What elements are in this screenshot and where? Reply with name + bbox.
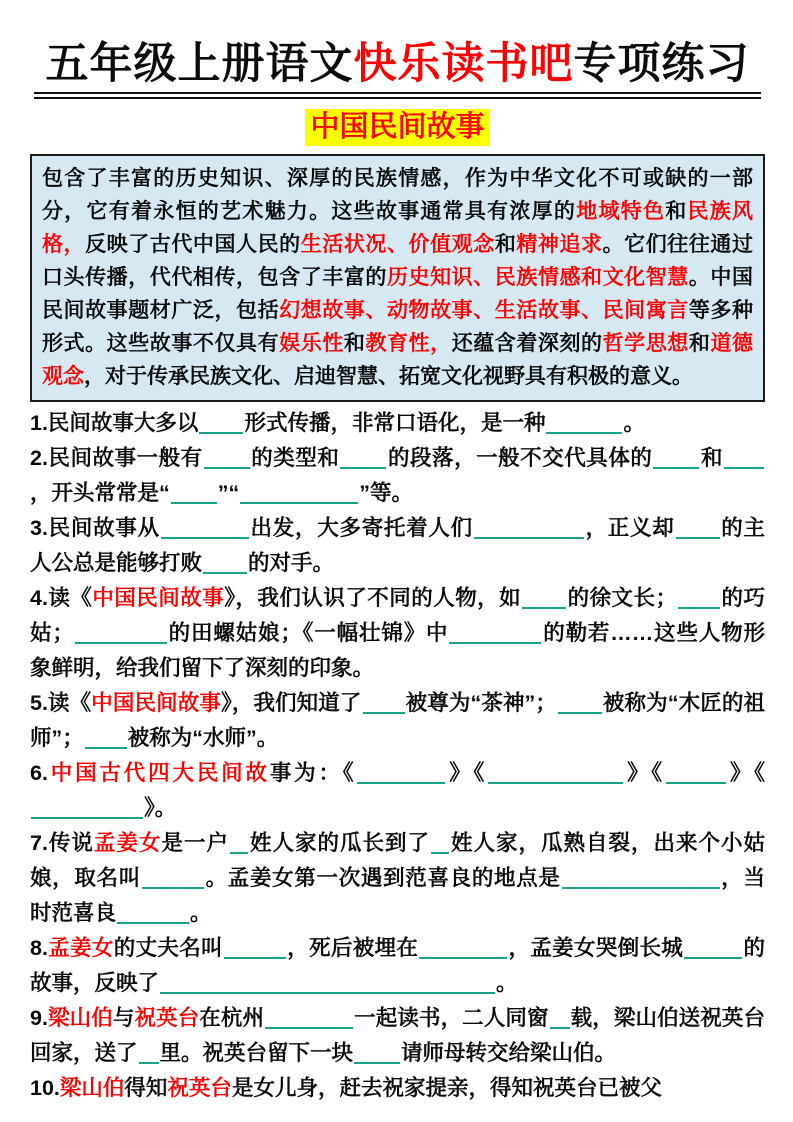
question bbox=[30, 826, 765, 931]
text-run-red: 哲学思想 bbox=[602, 332, 689, 356]
text-run: 4.读《 bbox=[30, 586, 93, 611]
text-run: 出发，大多寄托着人们 bbox=[249, 516, 473, 541]
text-run: ，开头常常是“ bbox=[30, 481, 170, 506]
text-run-red: 历史知识、民族情感和文化智慧 bbox=[387, 266, 689, 290]
blank-line bbox=[139, 1058, 159, 1064]
blank-line bbox=[265, 1023, 353, 1029]
text-run-red: 教育性， bbox=[365, 332, 452, 356]
text-run: 的主人公总是能够打败 bbox=[30, 516, 765, 576]
title-segment-black-1: 五年级上册语文 bbox=[45, 41, 354, 88]
text-run: 2.民间故事一般有 bbox=[30, 446, 203, 471]
blank-line bbox=[684, 953, 742, 959]
title-segment-red: 快乐读书吧 bbox=[353, 41, 574, 88]
text-run: 》《 bbox=[624, 761, 666, 786]
text-run: 》，我们知道了 bbox=[220, 691, 362, 716]
text-run: 里。祝英台留下一块 bbox=[159, 1041, 354, 1066]
text-run: 。孟姜女第一次遇到范喜良的地点是 bbox=[204, 866, 561, 891]
text-run: 的田螺姑娘；《一幅壮锦》中 bbox=[167, 621, 449, 646]
blank-line bbox=[431, 848, 449, 854]
text-run: 是一户 bbox=[161, 831, 229, 856]
question bbox=[30, 441, 765, 511]
blank-line bbox=[85, 743, 127, 749]
text-run-red: 祝英台 bbox=[134, 1006, 200, 1031]
question bbox=[30, 511, 765, 581]
text-run: 和 bbox=[665, 200, 688, 224]
text-run: 被尊为“茶神”； bbox=[405, 691, 557, 716]
text-run: 7.传说 bbox=[30, 831, 94, 856]
blank-line bbox=[354, 1058, 400, 1064]
text-run: 的故事，反映了 bbox=[30, 936, 765, 996]
title-segment-black-2: 专项练习 bbox=[573, 41, 750, 88]
text-run: 的丈夫名叫 bbox=[113, 936, 223, 961]
text-run-red: 民族风格， bbox=[42, 200, 754, 257]
question bbox=[30, 756, 765, 826]
text-run: 的段落，一般不交代具体的 bbox=[387, 446, 653, 471]
blank-line bbox=[449, 638, 541, 644]
text-run: 》《 bbox=[727, 761, 765, 786]
blank-line bbox=[142, 883, 204, 889]
text-run: 形式传播，非常口语化，是一种 bbox=[244, 411, 546, 436]
text-run: 和 bbox=[700, 446, 723, 471]
text-run: 得知 bbox=[124, 1076, 168, 1101]
text-run-red: 梁山伯 bbox=[59, 1076, 125, 1101]
text-run: 》，我们认识了不同的人物，如 bbox=[224, 586, 522, 611]
blank-line bbox=[474, 533, 584, 539]
text-run-red: 幻想故事、动物故事、生活故事、民间寓言 bbox=[279, 299, 689, 323]
blank-line bbox=[224, 953, 286, 959]
subtitle-highlight: 中国民间故事 bbox=[305, 109, 489, 146]
text-run-red: 中国古代四大民间故 bbox=[47, 761, 270, 786]
question bbox=[30, 686, 765, 756]
text-run: 反映了古代中国人民的 bbox=[85, 233, 301, 257]
blank-line bbox=[363, 708, 405, 714]
question bbox=[30, 1001, 765, 1071]
blank-line bbox=[31, 813, 143, 819]
text-run: 。 bbox=[623, 411, 645, 436]
text-run: 事为：《 bbox=[269, 761, 357, 786]
question bbox=[30, 581, 765, 686]
question bbox=[30, 406, 765, 441]
blank-line bbox=[117, 918, 189, 924]
text-run-red: 中国民间故事 bbox=[91, 691, 221, 716]
text-run: 的类型和 bbox=[250, 446, 340, 471]
text-run: 与 bbox=[112, 1006, 135, 1031]
text-run: 请师母转交给梁山伯。 bbox=[401, 1041, 617, 1066]
text-run: ，对于传承民族文化、启迪智慧、拓宽文化视野具有积极的意义。 bbox=[84, 365, 693, 389]
questions-list bbox=[30, 406, 765, 1106]
text-run: 的徐文长； bbox=[567, 586, 678, 611]
blank-line bbox=[550, 1023, 570, 1029]
text-run-red: 地域特色 bbox=[576, 200, 666, 224]
text-run-red: 孟姜女 bbox=[47, 936, 114, 961]
text-run: 8. bbox=[30, 936, 48, 961]
text-run: 。中国民间故事题材广泛，包括 bbox=[42, 266, 753, 323]
text-run: 载，梁山伯送祝英台回家，送了 bbox=[30, 1006, 765, 1066]
text-run: 3.民间故事从 bbox=[30, 516, 160, 541]
text-run: 》《 bbox=[446, 761, 488, 786]
text-run-red: 生活状况、价值观念 bbox=[300, 233, 495, 257]
text-run-red: 娱乐性 bbox=[279, 332, 344, 356]
blank-line bbox=[240, 498, 358, 504]
subtitle-row bbox=[30, 109, 765, 146]
text-run: 姓人家，瓜熟自裂，出来个小姑娘，取名叫 bbox=[30, 831, 765, 891]
blank-line bbox=[161, 533, 249, 539]
blank-line bbox=[558, 708, 602, 714]
text-run: 1.民间故事大多以 bbox=[30, 411, 199, 436]
blank-line bbox=[230, 848, 248, 854]
intro-box bbox=[30, 154, 765, 402]
text-run: 在杭州 bbox=[199, 1006, 265, 1031]
text-run: ，当时范喜良 bbox=[30, 866, 765, 926]
text-run-red: 精神追求 bbox=[516, 233, 603, 257]
text-run: 5.读《 bbox=[30, 691, 92, 716]
blank-line bbox=[203, 568, 247, 574]
blank-line bbox=[666, 778, 726, 784]
blank-line bbox=[171, 498, 217, 504]
blank-line bbox=[522, 603, 566, 609]
text-run: 10. bbox=[30, 1076, 60, 1101]
blank-line bbox=[199, 428, 243, 434]
text-run: 。 bbox=[190, 901, 212, 926]
text-run: 一起读书，二人同窗 bbox=[354, 1006, 549, 1031]
text-run: 还蕴含着深刻的 bbox=[451, 332, 603, 356]
text-run: 被称为“水师”。 bbox=[127, 726, 279, 751]
text-run: 和 bbox=[688, 332, 711, 356]
text-run-red: 中国民间故事 bbox=[92, 586, 225, 611]
blank-line bbox=[75, 638, 167, 644]
text-run: 9. bbox=[30, 1006, 48, 1031]
page-title bbox=[34, 40, 761, 99]
text-run: 。它们往往通过口头传播，代代相传，包含了丰富的 bbox=[42, 233, 753, 290]
blank-line bbox=[546, 428, 622, 434]
text-run-red: 孟姜女 bbox=[93, 831, 162, 856]
text-run: 姓人家的瓜长到了 bbox=[248, 831, 430, 856]
text-run: 的巧姑； bbox=[30, 586, 765, 646]
blank-line bbox=[340, 463, 386, 469]
text-run: 是女儿身，赶去祝家提亲，得知祝英台已被父 bbox=[231, 1076, 662, 1101]
text-run: 和 bbox=[343, 332, 366, 356]
blank-line bbox=[160, 988, 495, 994]
question bbox=[30, 931, 765, 1001]
text-run-red: 祝英台 bbox=[167, 1076, 232, 1101]
text-run: 被称为“木匠的祖师”； bbox=[30, 691, 765, 751]
text-run: 的勒若……这些人物形象鲜明，给我们留下了深刻的印象。 bbox=[30, 621, 765, 681]
text-run: 的对手。 bbox=[248, 551, 335, 576]
text-run-red: 梁山伯 bbox=[47, 1006, 113, 1031]
text-run: 6. bbox=[30, 761, 48, 786]
text-run: ，正义却 bbox=[584, 516, 675, 541]
text-run: 等多种形式。这些故事不仅具有 bbox=[42, 299, 753, 356]
question bbox=[30, 1071, 765, 1106]
blank-line bbox=[488, 778, 623, 784]
text-run: 》。 bbox=[144, 796, 177, 821]
blank-line bbox=[562, 883, 720, 889]
blank-line bbox=[724, 463, 764, 469]
text-run-red: 道德观念 bbox=[42, 332, 753, 389]
blank-line bbox=[653, 463, 699, 469]
text-run: 和 bbox=[494, 233, 517, 257]
blank-line bbox=[357, 778, 445, 784]
text-run: ，死后被埋在 bbox=[286, 936, 419, 961]
blank-line bbox=[419, 953, 507, 959]
text-run: 。 bbox=[496, 971, 518, 996]
text-run: ”等。 bbox=[359, 481, 414, 506]
blank-line bbox=[678, 603, 720, 609]
blank-line bbox=[204, 463, 250, 469]
blank-line bbox=[676, 533, 720, 539]
text-run: 包含了丰富的历史知识、深厚的民族情感，作为中华文化不可或缺的一部分，它有着永恒的艺术魅力。这些故事通常具有浓厚的 bbox=[42, 167, 753, 224]
text-run: ，孟姜女哭倒长城 bbox=[508, 936, 684, 961]
text-run: ”“ bbox=[217, 481, 240, 506]
